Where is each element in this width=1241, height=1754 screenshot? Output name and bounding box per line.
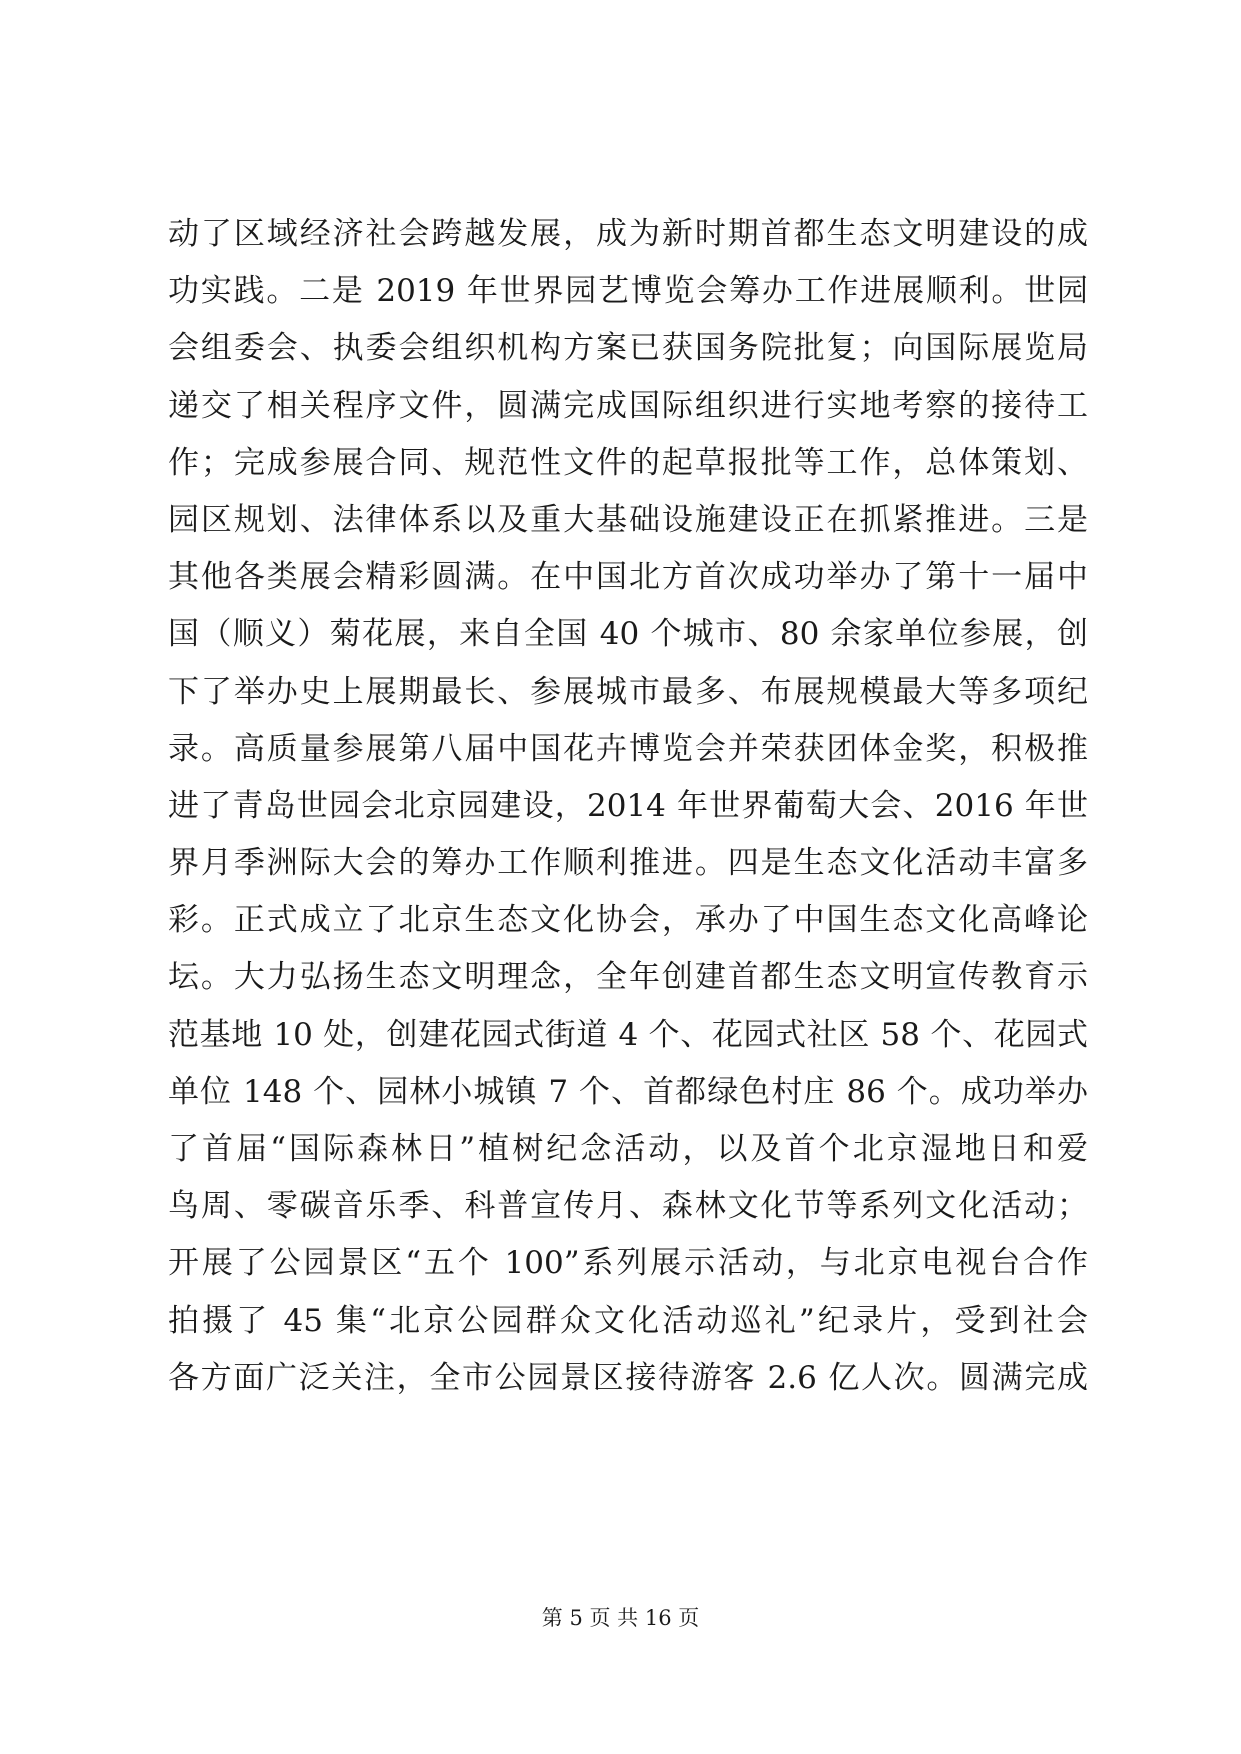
text-line: 作；完成参展合同、规范性文件的起草报批等工作，总体策划、 (168, 444, 1088, 481)
text-line: 各方面广泛关注，全市公园景区接待游客 2.6 亿人次。圆满完成 (168, 1359, 1088, 1396)
text-line: 国（顺义）菊花展，来自全国 40 个城市、80 余家单位参展，创 (168, 616, 1088, 653)
text-line: 会组委会、执委会组织机构方案已获国务院批复；向国际展览局 (168, 330, 1088, 367)
text-line: 了首届“国际森林日”植树纪念活动，以及首个北京湿地日和爱 (168, 1131, 1088, 1167)
text-line: 递交了相关程序文件，圆满完成国际组织进行实地考察的接待工 (168, 387, 1088, 424)
text-line: 单位 148 个、园林小城镇 7 个、首都绿色村庄 86 个。成功举办 (168, 1073, 1088, 1110)
text-line: 动了区域经济社会跨越发展，成为新时期首都生态文明建设的成 (168, 216, 1088, 252)
text-line: 进了青岛世园会北京园建设，2014 年世界葡萄大会、2016 年世 (168, 787, 1088, 824)
text-line: 功实践。二是 2019 年世界园艺博览会筹办工作进展顺利。世园 (168, 273, 1088, 310)
page-footer: 第 5 页 共 16 页 (541, 1606, 700, 1630)
text-line: 鸟周、零碳音乐季、科普宣传月、森林文化节等系列文化活动； (168, 1188, 1088, 1225)
text-line: 坛。大力弘扬生态文明理念，全年创建首都生态文明宣传教育示 (168, 959, 1088, 996)
text-line: 录。高质量参展第八届中国花卉博览会并荣获团体金奖，积极推 (168, 730, 1088, 767)
text-line: 开展了公园景区“五个 100”系列展示活动，与北京电视台合作 (168, 1245, 1088, 1282)
text-line: 园区规划、法律体系以及重大基础设施建设正在抓紧推进。三是 (168, 501, 1088, 538)
text-line: 彩。正式成立了北京生态文化协会，承办了中国生态文化高峰论 (168, 902, 1088, 939)
text-line: 拍摄了 45 集“北京公园群众文化活动巡礼”纪录片，受到社会 (168, 1302, 1088, 1339)
text-line: 界月季洲际大会的筹办工作顺利推进。四是生态文化活动丰富多 (168, 845, 1088, 882)
text-line: 下了举办史上展期最长、参展城市最多、布展规模最大等多项纪 (168, 673, 1088, 710)
text-line: 范基地 10 处，创建花园式街道 4 个、花园式社区 58 个、花园式 (168, 1016, 1088, 1053)
text-line: 其他各类展会精彩圆满。在中国北方首次成功举办了第十一届中 (168, 559, 1088, 596)
body-text (168, 206, 1088, 1407)
